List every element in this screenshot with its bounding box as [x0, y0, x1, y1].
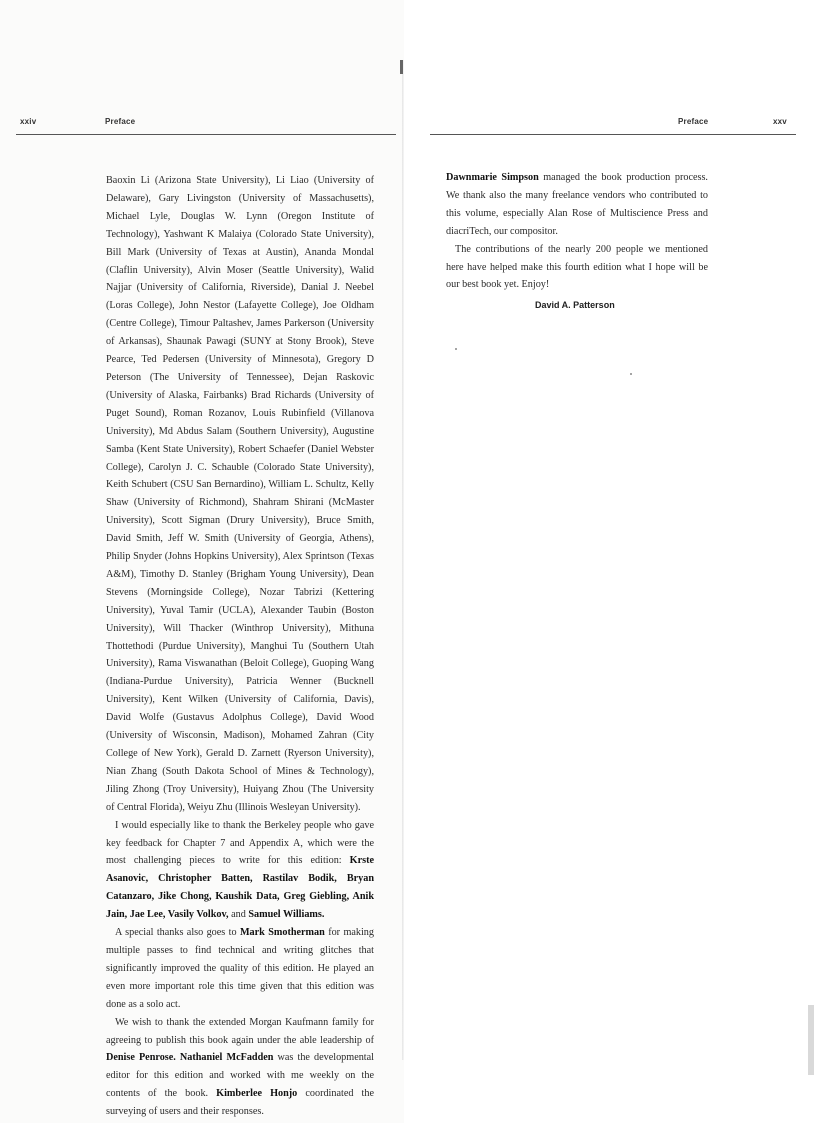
scan-edge-mark: [808, 1005, 814, 1075]
book-gutter: [402, 60, 404, 1060]
left-page-number: xxiv: [20, 117, 37, 126]
bold-name-run: Kimberlee Honjo: [216, 1088, 298, 1100]
right-running-head: Preface: [678, 117, 709, 126]
text-run: I would especially like to thank the Berkeley people who gave key feedback for Chapter 7 and Appendix A, which were the most challenging pieces to write for this edition:: [106, 819, 374, 867]
body-paragraph: [106, 172, 374, 817]
body-paragraph: [106, 817, 374, 924]
text-run: was the developmental editor for this edition and worked with me weekly on the contents of the book.: [106, 1052, 374, 1100]
scan-speck: [630, 373, 632, 375]
text-run: The contributions of the nearly 200 people we mentioned here have helped make this fourth edition what I hope will be our best book yet. Enjoy!: [446, 243, 708, 291]
bold-name-run: Krste Asanovic, Christopher Batten, Rastilav Bodik, Bryan Catanzaro, Jike Chong, Kaushik Data, Greg Giebling, Anik Jain, Jae Lee, Vasily Volkov,: [106, 855, 374, 921]
text-run: We wish to thank the extended Morgan Kaufmann family for agreeing to publish this book again under the able leadership of: [106, 1016, 374, 1046]
body-paragraph: [446, 241, 708, 295]
body-paragraph: [446, 169, 708, 241]
text-run: A special thanks also goes to: [115, 927, 240, 939]
right-header-rule: [430, 134, 796, 135]
right-page-number: xxv: [773, 117, 787, 126]
text-run: Baoxin Li (Arizona State University), Li Liao (University of Delaware), Gary Livingston (University of Massachusetts), Michael Lyle, Douglas W. Lynn (Oregon Institute of Technology), Yashwant K Malaiya (Colorado State University), Bill Mark (University of Texas at Austin), Ananda Mondal (Claflin University), Alvin Moser (Seattle University), Walid Najjar (University of California, Riverside), Danial J. Neebel (Loras College), John Nestor (Lafayette College), Joe Oldham (Centre College), Timour Paltashev, James Parkerson (University of Arkansas), Shaunak Pawagi (SUNY at Stony Brook), Steve Pearce, Ted Pedersen (University of Minnesota), Gregory D Peterson (The University of Tennessee), Dejan Raskovic (University of Alaska, Fairbanks) Brad Richards (University of Puget Sound), Roman Rozanov, Louis Rubinfield (Villanova University), Md Abdus Salam (Southern University), Augustine Samba (Kent State University), Robert Schaefer (Daniel Webster College), Carolyn J. C. Schauble (Colorado State University), Keith Schubert (CSU San Bernardino), William L. Schultz, Kelly Shaw (University of Richmond), Shahram Shirani (McMaster University), Scott Sigman (Drury University), Bruce Smith, David Smith, Jeff W. Smith (University of Georgia, Athens), Philip Snyder (Johns Hopkins University), Alex Sprintson (Texas A&M), Timothy D. Stanley (Brigham Young University), Dean Stevens (Morningside College), Nozar Tabrizi (Kettering University), Yuval Tamir (UCLA), Alexander Taubin (Boston University), Will Thacker (Winthrop University), Mithuna Thottethodi (Purdue University), Manghui Tu (Southern Utah University), Rama Viswanathan (Beloit College), Guoping Wang (Indiana-Purdue University), Patricia Wenner (Bucknell University), Kent Wilken (University of California, Davis), David Wolfe (Gustavus Adolphus College), David Wood (University of Wisconsin, Madison), Mohamed Zahran (City College of New York), Gerald D. Zarnett (Ryerson University), Nian Zhang (South Dakota School of Mines & Technology), Jiling Zhong (Troy University), Huiyang Zhou (The University of Central Florida), Weiyu Zhu (Illinois Wesleyan University).: [106, 175, 374, 813]
left-body-text: [106, 172, 374, 1121]
text-run: coordinated the surveying of users and their responses.: [106, 1088, 374, 1118]
body-paragraph: [106, 1014, 374, 1121]
author-signature: David A. Patterson: [535, 300, 615, 310]
bold-name-run: Mark Smotherman: [239, 927, 325, 939]
right-body-text: [446, 169, 708, 294]
gutter-mark: [400, 60, 403, 74]
left-running-head: Preface: [105, 117, 136, 126]
bold-name-run: Samuel Williams.: [248, 909, 325, 921]
left-header-rule: [16, 134, 396, 135]
scan-speck: [455, 348, 457, 350]
body-paragraph: [106, 924, 374, 1014]
text-run: and: [228, 909, 249, 921]
text-run: for making multiple passes to find technical and writing glitches that significantly improved the quality of this edition. He played an even more important role this time given that this edition was done as a solo act.: [106, 927, 374, 1010]
bold-name-run: Dawnmarie Simpson: [446, 172, 539, 183]
bold-name-run: Denise Penrose. Nathaniel McFadden: [106, 1052, 274, 1064]
text-run: managed the book production process. We thank also the many freelance vendors who contributed to this volume, especially Alan Rose of Multiscience Press and diacriTech, our compositor.: [446, 172, 708, 237]
